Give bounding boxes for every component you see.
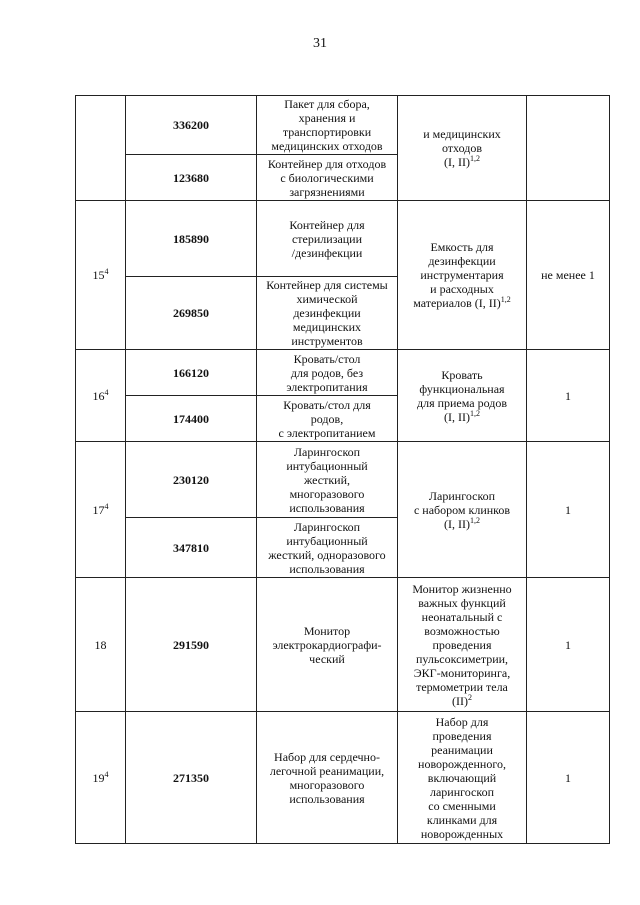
description-cell: [398, 96, 527, 201]
footnote-mark: 4: [104, 769, 109, 779]
footnote-mark: 2: [467, 692, 472, 702]
quantity-cell: не менее 1: [527, 201, 610, 350]
table-row: [76, 96, 610, 155]
name-cell: Монитор электрокардиографи- ческий: [257, 578, 398, 712]
description-cell: Набор для проведения реанимации новорожденного, включающий ларингоскоп со сменными клинками для новорожденных: [398, 712, 527, 844]
row-number-cell: [76, 712, 126, 844]
footnote-mark: 1,2: [500, 295, 511, 304]
name-cell: Контейнер для стерилизации /дезинфекции: [257, 201, 398, 277]
code-cell: 336200: [126, 96, 257, 155]
row-number-cell: [76, 201, 126, 350]
code-cell: 347810: [126, 518, 257, 578]
quantity-cell: 1: [527, 578, 610, 712]
table-row: [76, 350, 610, 396]
table-row: [76, 201, 610, 277]
table-row: [76, 712, 610, 844]
code-cell: 269850: [126, 277, 257, 350]
quantity-cell: 1: [527, 442, 610, 578]
name-cell: Набор для сердечно- легочной реанимации, многоразового использования: [257, 712, 398, 844]
code-cell: 174400: [126, 396, 257, 442]
description-text: Ларингоскоп с набором клинков (I, II): [413, 488, 511, 531]
row-number-cell: [76, 578, 126, 712]
footnote-mark: 4: [104, 267, 109, 276]
code-cell: 123680: [126, 155, 257, 201]
footnote-mark: 1,2: [469, 154, 480, 163]
name-cell: Кровать/стол для родов, без электропитания: [257, 350, 398, 396]
quantity-cell: 1: [527, 712, 610, 844]
footnote-mark: 1,2: [469, 408, 480, 418]
code-cell: 291590: [126, 578, 257, 712]
description-cell: [398, 350, 527, 442]
code-cell: 230120: [126, 442, 257, 518]
quantity-cell: 1: [527, 350, 610, 442]
name-cell: Контейнер для отходов с биологическими загрязнениями: [257, 155, 398, 201]
footnote-mark: 1,2: [469, 515, 480, 525]
row-number: 16: [92, 388, 105, 403]
footnote-mark: 4: [104, 387, 109, 397]
row-number-cell: [76, 350, 126, 442]
equipment-table: [75, 95, 610, 844]
table-row: [76, 578, 610, 712]
description-text: и медицинских отходов (I, II): [423, 127, 501, 169]
name-cell: Пакет для сбора, хранения и транспортировки медицинских отходов: [257, 96, 398, 155]
quantity-cell: [527, 96, 610, 201]
row-number-cell: [76, 442, 126, 578]
code-cell: 185890: [126, 201, 257, 277]
description-cell: [398, 201, 527, 350]
row-number-cell: [76, 96, 126, 201]
description-cell: [398, 442, 527, 578]
row-number: 18: [94, 637, 107, 652]
page-number: 31: [313, 36, 327, 51]
name-cell: Ларингоскоп интубационный жесткий, многоразового использования: [257, 442, 398, 518]
name-cell: Контейнер для системы химической дезинфекции медицинских инструментов: [257, 277, 398, 350]
description-text: Емкость для дезинфекции инструментария и расходных материалов (I, II): [413, 240, 504, 310]
row-number: 17: [92, 502, 105, 517]
code-cell: 166120: [126, 350, 257, 396]
table-row: [76, 442, 610, 518]
description-cell: [398, 578, 527, 712]
code-cell: 271350: [126, 712, 257, 844]
name-cell: Кровать/стол для родов, с электропитанием: [257, 396, 398, 442]
row-number: 19: [92, 770, 105, 785]
name-cell: Ларингоскоп интубационный жесткий, одноразового использования: [257, 518, 398, 578]
row-number: 15: [92, 268, 105, 282]
description-text: Монитор жизненно важных функций неонатальный с возможностью проведения пульсоксиметрии, ЭКГ-мониторинга, термометрии тела (II): [412, 581, 512, 708]
footnote-mark: 4: [104, 501, 109, 511]
description-text: Кровать функциональная для приема родов (I, II): [416, 367, 508, 424]
